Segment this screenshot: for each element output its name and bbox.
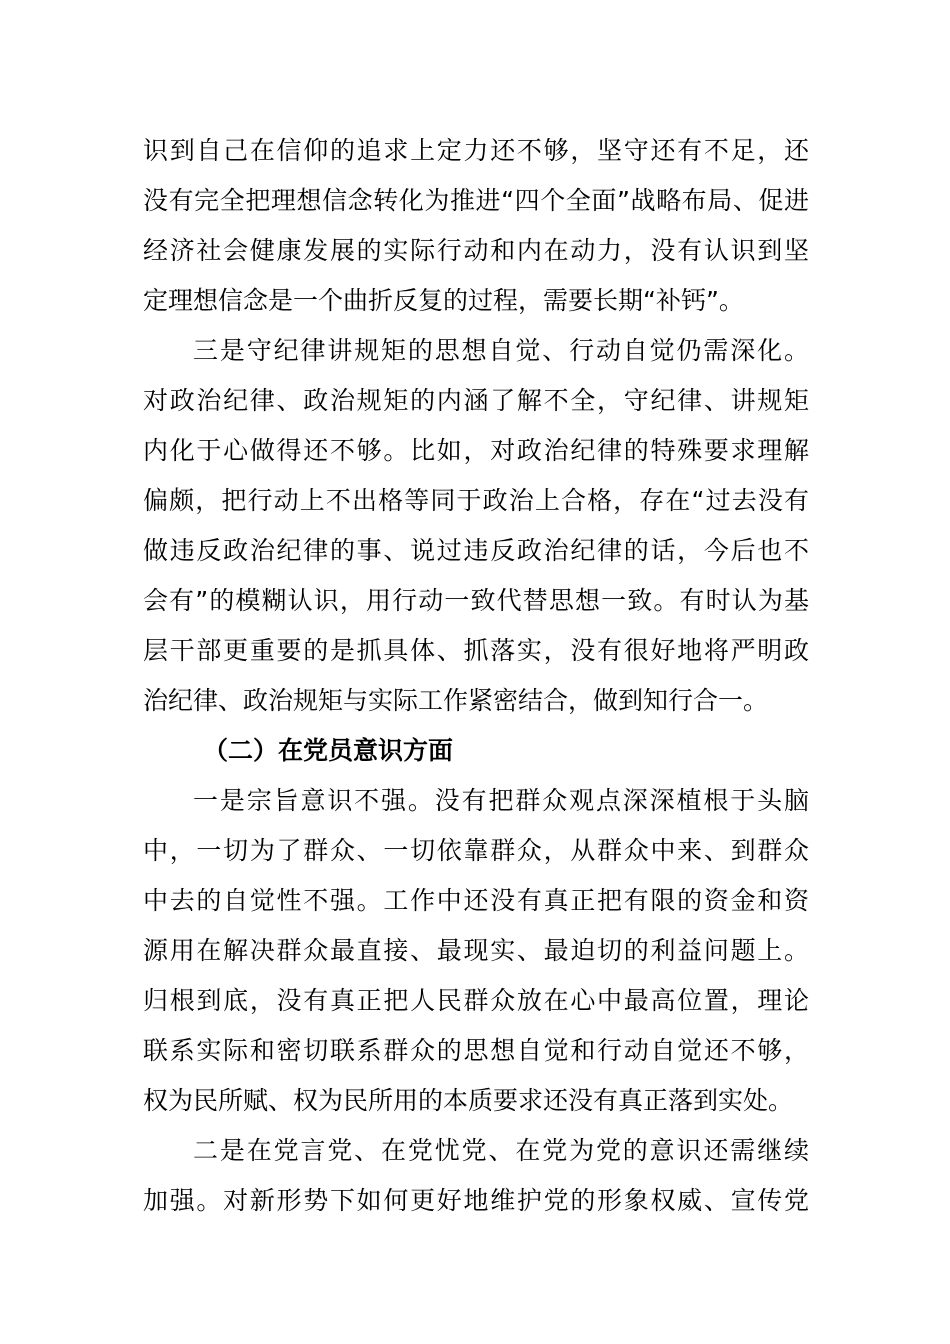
document-body — [143, 126, 809, 1226]
text-line: 中，一切为了群众、一切依靠群众，从群众中来、到群众 — [143, 836, 809, 865]
text-line: 治纪律、政治规矩与实际工作紧密结合，做到知行合一。 — [143, 686, 769, 715]
text-line: 联系实际和密切联系群众的思想自觉和行动自觉还不够， — [143, 1036, 809, 1065]
text-line: 层干部更重要的是抓具体、抓落实，没有很好地将严明政 — [143, 636, 809, 665]
paragraph-start-line: 一是宗旨意识不强。没有把群众观点深深植根于头脑 — [193, 786, 809, 815]
text-line: 加强。对新形势下如何更好地维护党的形象权威、宣传党 — [143, 1186, 809, 1215]
text-line: 识到自己在信仰的追求上定力还不够，坚守还有不足，还 — [143, 136, 809, 165]
text-line: 经济社会健康发展的实际行动和内在动力，没有认识到坚 — [143, 236, 809, 265]
text-line: 做违反政治纪律的事、说过违反政治纪律的话，今后也不 — [143, 536, 809, 565]
text-line: 偏颇，把行动上不出格等同于政治上合格，存在“过去没有 — [143, 486, 809, 515]
text-line: 没有完全把理想信念转化为推进“四个全面”战略布局、促进 — [143, 186, 809, 215]
text-line: 定理想信念是一个曲折反复的过程，需要长期“补钙”。 — [143, 286, 744, 315]
section-heading: （二）在党员意识方面 — [203, 736, 454, 765]
text-line: 会有”的模糊认识，用行动一致代替思想一致。有时认为基 — [143, 586, 809, 615]
text-line: 归根到底，没有真正把人民群众放在心中最高位置，理论 — [143, 986, 809, 1015]
text-line: 中去的自觉性不强。工作中还没有真正把有限的资金和资 — [143, 886, 809, 915]
paragraph-start-line: 三是守纪律讲规矩的思想自觉、行动自觉仍需深化。 — [193, 336, 809, 365]
paragraph-start-line: 二是在党言党、在党忧党、在党为党的意识还需继续 — [193, 1136, 809, 1165]
text-line: 内化于心做得还不够。比如，对政治纪律的特殊要求理解 — [143, 436, 809, 465]
text-line: 源用在解决群众最直接、最现实、最迫切的利益问题上。 — [143, 936, 809, 965]
text-line: 对政治纪律、政治规矩的内涵了解不全，守纪律、讲规矩 — [143, 386, 809, 415]
text-line: 权为民所赋、权为民所用的本质要求还没有真正落到实处。 — [143, 1086, 794, 1115]
